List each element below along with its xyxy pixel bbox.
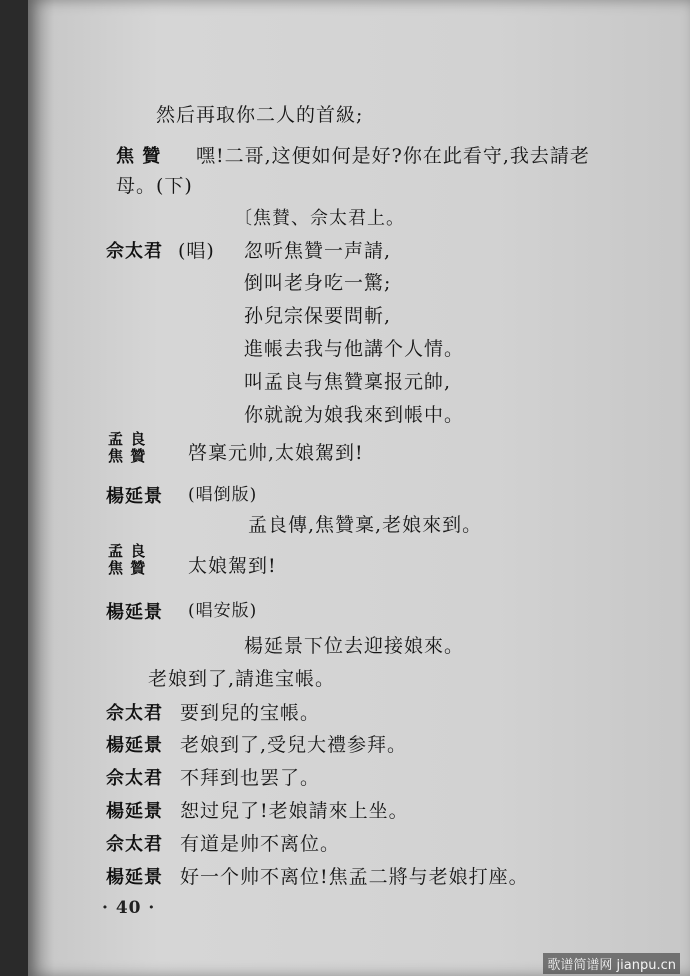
speaker-label: 佘太君 xyxy=(106,834,163,855)
dialogue-text: 恕过兒了!老娘請來上坐。 xyxy=(180,800,409,822)
dialogue-text: 不拜到也罢了。 xyxy=(180,767,321,789)
verse-line: 孟良傳,焦贊稟,老娘來到。 xyxy=(248,514,483,536)
speaker-pair xyxy=(108,431,146,465)
dialogue-text: 老娘到了,受兒大禮参拜。 xyxy=(180,734,408,756)
verse-line: 忽听焦贊一声請, xyxy=(244,240,392,262)
verse-line: 楊延景下位去迎接娘來。 xyxy=(244,635,465,657)
dialogue-text: 老娘到了,請進宝帳。 xyxy=(148,668,336,690)
verse-line: 叫孟良与焦贊稟报元帥, xyxy=(244,371,452,393)
text-line: 然后再取你二人的首級; xyxy=(156,104,364,126)
speaker-label: 孟 良 xyxy=(108,430,147,448)
verse-line: 倒叫老身吃一驚; xyxy=(244,272,392,294)
text-line: 母。(下) xyxy=(116,175,193,197)
speaker-pair xyxy=(108,543,146,577)
speaker-label: 楊延景 xyxy=(106,486,163,507)
speaker-label: 楊延景 xyxy=(106,801,163,822)
speaker-label: 楊延景 xyxy=(106,735,163,756)
speaker-label: 焦 贊 xyxy=(108,447,147,465)
speaker-label: 佘太君 xyxy=(106,768,163,789)
speaker-label: 佘太君 xyxy=(106,241,163,262)
stage-direction: 〔焦賛、佘太君上。 xyxy=(234,208,405,229)
singing-cue: (唱安版) xyxy=(188,601,258,621)
verse-line: 孙兒宗保要問斬, xyxy=(244,305,392,327)
speaker-label: 佘太君 xyxy=(106,703,163,724)
dialogue-text: 好一个帅不离位!焦孟二將与老娘打座。 xyxy=(180,866,529,888)
site-watermark[interactable]: 歌谱简谱网 jianpu.cn xyxy=(543,953,680,974)
singing-cue: (唱倒版) xyxy=(188,485,258,505)
speaker-label: 楊延景 xyxy=(106,602,163,623)
dialogue-text: 嘿!二哥,这便如何是好?你在此看守,我去請老 xyxy=(196,145,590,167)
speaker-label: 楊延景 xyxy=(106,867,163,888)
speaker-label: 焦 贊 xyxy=(108,559,147,577)
dialogue-text: 有道是帅不离位。 xyxy=(180,833,341,855)
book-page xyxy=(28,0,690,976)
singing-cue: (唱) xyxy=(178,240,215,262)
dialogue-text: 啓稟元帅,太娘駕到! xyxy=(188,442,364,464)
dialogue-text: 太娘駕到! xyxy=(188,555,277,577)
speaker-label: 焦 贊 xyxy=(116,146,162,167)
page-number: · 40 · xyxy=(102,898,156,918)
verse-line: 你就說为娘我來到帳中。 xyxy=(244,404,465,426)
verse-line: 進帳去我与他講个人情。 xyxy=(244,338,465,360)
speaker-label: 孟 良 xyxy=(108,542,147,560)
dialogue-text: 要到兒的宝帳。 xyxy=(180,702,321,724)
